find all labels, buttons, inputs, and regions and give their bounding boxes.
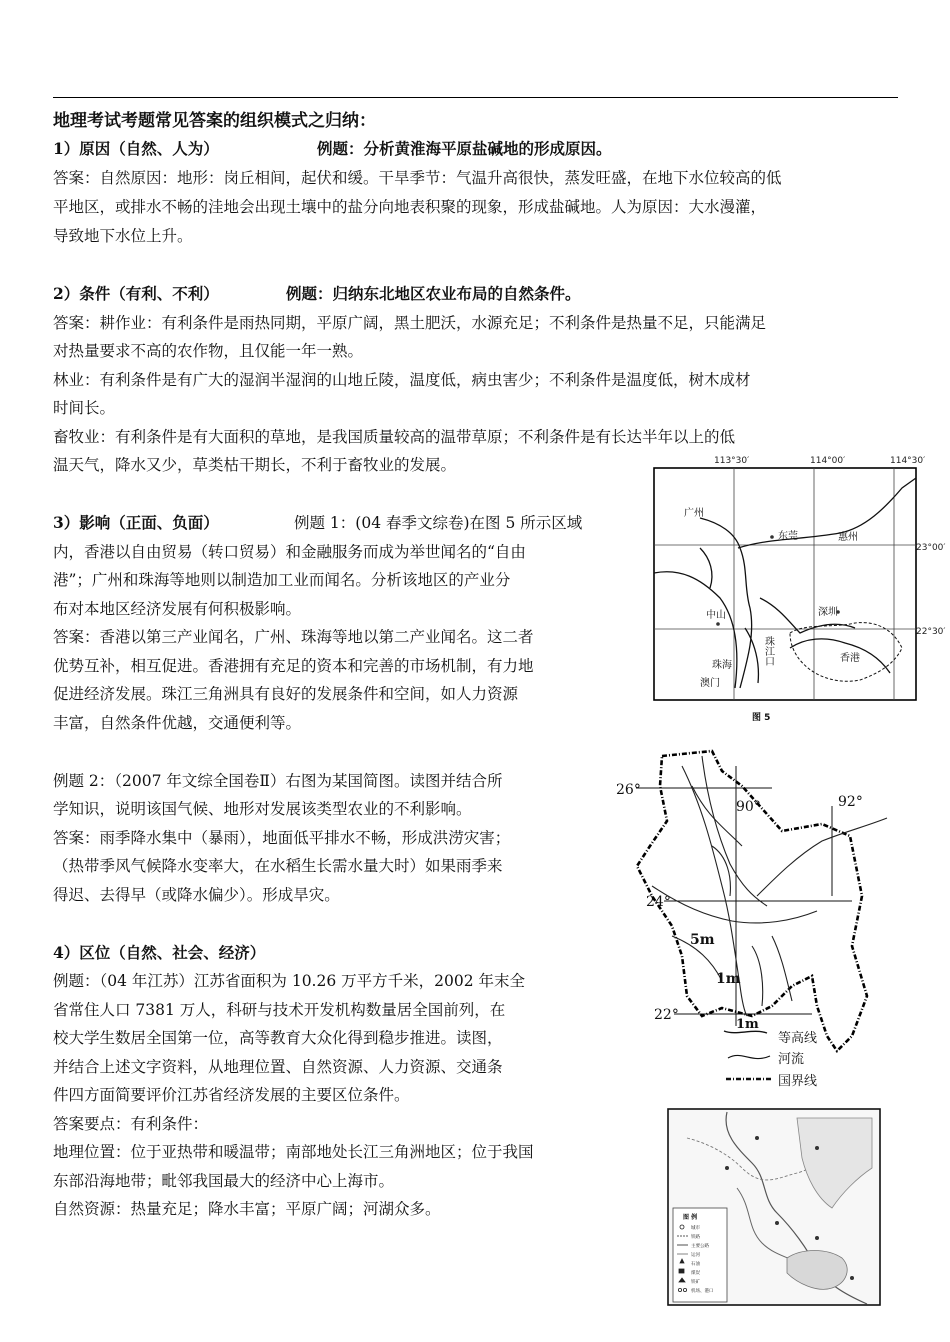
s2-line-6: 温天气，降水又少，草类枯干期长，不利于畜牧业的发展。 <box>53 456 457 474</box>
country-lat-26: 26° <box>616 782 641 798</box>
s3-answer1-line-4: 丰富，自然条件优越，交通便利等。 <box>53 714 302 732</box>
s3-answer2-line-1: 答案：雨季降水集中（暴雨），地面低平排水不畅，形成洪涝灾害； <box>53 829 511 847</box>
country-lon-90: 90° <box>736 799 761 815</box>
s3-example1-start: 例题 1：(04 春季文综卷)在图 5 所示区域 <box>294 514 583 532</box>
s2-line-1: 答案：耕作业：有利条件是雨热同期，平原广阔，黑土肥沃，水源充足；不利条件是热量不足，只能满足 <box>53 314 767 332</box>
s2-line-3: 林业：有利条件是有广大的湿润半湿润的山地丘陵，温度低，病虫害少；不利条件是温度低，树木成材 <box>53 371 751 389</box>
fig5-label-zhongshan: 中山 <box>706 610 726 621</box>
s3-example2-line-2: 学知识，说明该国气候、地形对发展该类型农业的不利影响。 <box>53 800 472 818</box>
s2-line-5: 畜牧业：有利条件是有大面积的草地，是我国质量较高的温带草原；不利条件是有长达半年以上的低 <box>53 428 736 446</box>
jiangsu-legend-item-7: 机场、港口 <box>691 1289 714 1294</box>
country-contour-1m: 1m <box>716 971 741 987</box>
s4-line-8: 东部沿海地带；毗邻我国最大的经济中心上海市。 <box>53 1172 395 1190</box>
legend-contour-symbol: 1m <box>736 1017 759 1032</box>
s3-heading: 3）影响（正面、负面） <box>53 513 219 532</box>
s3-example1-line-3: 港”；广州和珠海等地则以制造加工业而闻名。分析该地区的产业分 <box>53 571 511 589</box>
jiangsu-legend-item-4: 石油 <box>691 1262 700 1267</box>
fig5-lat-2: 22°30′ <box>916 627 946 637</box>
s1-answer-line-1: 答案：自然原因：地形：岗丘相间，起伏和缓。干旱季节：气温升高很快，蒸发旺盛，在地下水位较高的低 <box>53 169 782 187</box>
jiangsu-legend-title: 图 例 <box>683 1214 698 1221</box>
country-lon-92: 92° <box>838 794 863 810</box>
figure-5-pearl-river-delta-map <box>640 448 950 730</box>
fig5-label-xianggang: 香港 <box>840 653 860 664</box>
s4-line-4: 并结合上述文字资料，从地理位置、自然资源、人力资源、交通条 <box>53 1058 503 1076</box>
jiangsu-legend-item-3: 运河 <box>691 1253 700 1258</box>
fig5-label-shenzhen: 深圳 <box>818 607 838 618</box>
s3-example1-line-4: 布对本地区经济发展有何积极影响。 <box>53 600 302 618</box>
jiangsu-legend <box>673 1208 727 1302</box>
s3-answer2-line-3: 得迟、去得早（或降水偏少）。形成旱灾。 <box>53 886 340 904</box>
s1-answer-line-2: 平地区，或排水不畅的洼地会出现土壤中的盐分向地表积聚的现象，形成盐碱地。人为原因：大水漫灌， <box>53 198 767 216</box>
fig5-label-aomen: 澳门 <box>700 678 720 689</box>
s2-line-2: 对热量要求不高的农作物，且仅能一年一熟。 <box>53 342 364 360</box>
figure-jiangsu-map <box>667 1108 883 1308</box>
country-lat-22: 22° <box>654 1007 679 1023</box>
jiangsu-legend-item-5: 煤炭 <box>691 1271 700 1276</box>
jiangsu-legend-item-1: 铁路 <box>691 1235 700 1240</box>
s1-answer-line-3: 导致地下水位上升。 <box>53 227 193 245</box>
country-legend <box>724 1017 817 1089</box>
s3-example1-line-2: 内，香港以自由贸易（转口贸易）和金融服务而成为举世闻名的“自由 <box>53 543 526 561</box>
s3-answer1-line-3: 促进经济发展。珠江三角洲具有良好的发展条件和空间，如人力资源 <box>53 685 519 703</box>
country-lat-24: 24° <box>646 894 671 910</box>
fig5-label-zhuhai: 珠海 <box>712 660 732 671</box>
s1-example: 例题：分析黄淮海平原盐碱地的形成原因。 <box>317 139 612 158</box>
s4-line-7: 地理位置：位于亚热带和暖温带；南部地处长江三角洲地区；位于我国 <box>53 1143 534 1161</box>
s4-line-1: 例题：（04 年江苏）江苏省面积为 10.26 万平方千米，2002 年末全 <box>53 972 526 990</box>
legend-river-label: 河流 <box>778 1052 805 1067</box>
fig5-label-dongguan: 东莞 <box>778 531 798 542</box>
s3-answer1-line-1: 答案：香港以第三产业闻名，广州、珠海等地以第二产业闻名。这二者 <box>53 628 534 646</box>
fig5-label-guangzhou: 广州 <box>684 508 704 519</box>
fig5-label-huizhou: 惠州 <box>838 532 858 543</box>
s2-heading: 2）条件（有利、不利） <box>53 284 219 303</box>
s4-line-3: 校大学生数居全国第一位，高等教育大众化得到稳步推进。读图， <box>53 1029 503 1047</box>
fig5-caption: 图 5 <box>752 713 771 723</box>
s4-line-5: 件四方面简要评价江苏省经济发展的主要区位条件。 <box>53 1086 410 1104</box>
s2-example: 例题：归纳东北地区农业布局的自然条件。 <box>286 284 581 303</box>
page-title: 地理考试考题常见答案的组织模式之归纳： <box>53 111 376 131</box>
top-rule <box>53 97 898 98</box>
s3-example2-line-1: 例题 2：（2007 年文综全国卷Ⅱ）右图为某国简图。读图并结合所 <box>53 772 503 790</box>
fig5-lon-2: 114°00′ <box>810 456 846 466</box>
jiangsu-legend-item-2: 主要公路 <box>691 1244 709 1249</box>
fig5-lon-3: 114°30′ <box>890 456 926 466</box>
fig5-lat-1: 23°00′ <box>916 543 946 553</box>
jiangsu-legend-item-6: 铁矿 <box>691 1280 700 1285</box>
s4-line-9: 自然资源：热量充足；降水丰富；平原广阔；河湖众多。 <box>53 1200 441 1218</box>
legend-border-label: 国界线 <box>778 1074 818 1089</box>
fig5-label-zhujiangkou: 珠江口 <box>762 636 774 666</box>
figure-country-map <box>612 746 897 1091</box>
s3-answer1-line-2: 优势互补，相互促进。香港拥有充足的资本和完善的市场机制，有力地 <box>53 657 534 675</box>
s2-line-4: 时间长。 <box>53 399 116 417</box>
fig5-lon-1: 113°30′ <box>714 456 750 466</box>
s3-answer2-line-2: （热带季风气候降水变率大，在水稻生长需水量大时）如果雨季来 <box>53 857 503 875</box>
legend-contour-label: 等高线 <box>778 1031 818 1046</box>
s1-heading: 1）原因（自然、人为） <box>53 139 219 158</box>
s4-line-2: 省常住人口 7381 万人，科研与技术开发机构数量居全国前列，在 <box>53 1001 506 1019</box>
s4-line-6: 答案要点：有利条件： <box>53 1115 209 1133</box>
s4-heading: 4）区位（自然、社会、经济） <box>53 943 266 962</box>
jiangsu-legend-item-0: 城市 <box>691 1226 700 1231</box>
country-contour-5m: 5m <box>690 932 715 948</box>
